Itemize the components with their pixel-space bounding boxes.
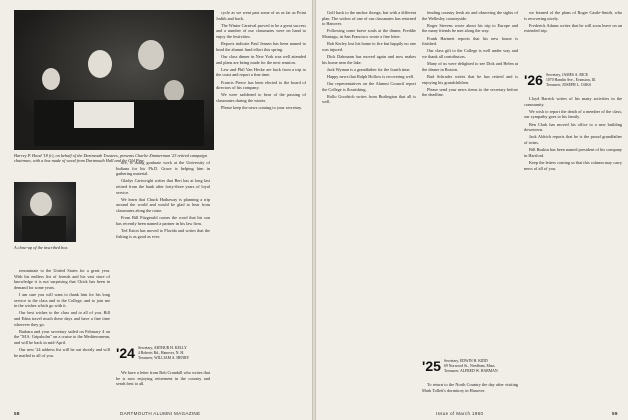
left-column-b2: We have a letter from Bob Crandall who writes that he is now enjoying retirement in the country and sends best to all. [116, 370, 210, 387]
right-running-title: Issue of March 1960 [436, 411, 484, 416]
bottom-photo [14, 182, 76, 242]
left-page-number: 58 [14, 411, 20, 416]
left-column-a: renominate to the United States for a great year. With his endless list of friends and his vast store of knowledge it is not surprising that Chick has been in demand for some years. I am sure you will want to thank him for his long service to the class and to the College, and to join me in the wishes which go with it. Our best wishes to the class and to all of you. Bill and Edna travel much these days and have a fine time wherever they go. Barbara and your secretary sailed on February 4 on the "M.S. Gripsholm" on a cruise to the Mediterranean, and will be back in mid-April. Our new '24 address list will be out shortly and will be mailed to all of you. [14, 268, 110, 358]
right-column-b2: To return to the North Country the day after visiting Mark Tollett's dormitory in Hanover. [422, 382, 518, 393]
top-photo [14, 10, 214, 150]
right-column-a: Golf back to the anchor thongs; but with a different plan. The widow of one of our classmates has returned to Hanover. Following some brave souls at the dinner, Freddie Montagu, in San Francisco wrote a fine letter. Bob Kerley lost his home to fire but happily no one was injured. Dick Dahmann has moved again and now makes his home near the lake. Jack Wyman is a grandfather for the fourth time. Happy news that Ralph Hollow is recovering well. Our representatives on the Alumni Council report the College is flourishing. Rollo Goodrich writes from Burlington that all is well. [322, 10, 416, 105]
left-running-title: DARTMOUTH ALUMNI MAGAZINE [120, 411, 201, 416]
right-page [316, 0, 628, 420]
class-26-heading: '26 [524, 72, 543, 88]
left-column-c: cycle as we went past some of us as far as Point Judith and back. The Winter Carnival proved to be a great success and a number of our classmates were on hand to enjoy the festivities. Reports indicate Paul Jensen has been named to head the alumni fund effort this spring. Our class dinner in New York was well attended and plans are being made for the next reunion. Lew and Phil Van Hecke are back from a trip to the coast and report a fine time. Francis Pierce has been elected to the board of directors of his company. We were saddened to hear of the passing of classmates during the winter. Please keep the news coming to your secretary. [216, 10, 306, 111]
right-column-c: Lloyd Barrick writes of his many activities in the community. We wish to report the death of a member of the class; our sympathy goes to his family. Ben Clark has moved his office to a new building downtown. Jack Aldrich reports that he is the proud grandfather of twins. Bill Ruskin has been named president of his company in Hartford. Keep the letters coming so that this column may carry news of all of you. [524, 96, 622, 171]
bottom-photo-caption: A close-up of the inscribed box. [14, 245, 69, 250]
top-photo-caption: Harvey P. Hood '18 (r), on behalf of the Dartmouth Trustees, presents Charlie Zimmerman '23 retired campaign chairman, with a box made of wood from Dartmouth Hall and the Old Pine. [14, 153, 207, 164]
left-column-b: tire, is doing graduate work at the University of Indiana for his Ph.D. Grace is helping him in gathering material. Gladys Cartwright writes that Bert has at long last retired from the bank after forty-three years of loyal service. We learn that Chuck Hathaway is planning a trip around the world and would be glad to hear from classmates along the route. From Bill Fitzgerald comes the word that his son has recently been named a partner in his law firm. Ted Eaton has moved to Florida and writes that the fishing is as good as ever. [116, 160, 210, 239]
right-column-c-top: we learned of the plans of Roger Castle-Smith, who is recovering nicely. Frederick Adams writes that he will soon leave on an extended trip. [524, 10, 622, 34]
class-26-meta: Secretary, JAMES A. RICE 1070 Hamlin Ave., Evanston, Ill. Treasurer, JOSEPH L. OAKS [546, 73, 596, 87]
class-24-heading: '24 [116, 345, 135, 361]
class-25-heading: '25 [422, 358, 441, 374]
right-column-b: fending country fresh air and observing the sights of the Wellesley countryside. Roger Stevens wrote about his trip to Europe and the many friends he met along the way. Frank Hartnett reports that his new house is finished. Our class gift to the College is well under way and we thank all contributors. Many of us were delighted to see Dick and Helen at the dinner in Boston. Bud Schrader writes that he has retired and is enjoying his grandchildren. Please send your news items to the secretary before the deadline. [422, 10, 518, 98]
class-24-meta: Secretary, ARTHUR H. KELLY 4 Roberts Rd., Hanover, N. H. Treasurer, WILLIAM A. HENRY [138, 346, 190, 360]
class-25-meta: Secretary, EDWIN H. KIDD 69 Norwood St., Needham, Mass. Treasurer, ALFRED W. HARMAN [444, 359, 498, 373]
right-page-number: 59 [612, 411, 618, 416]
left-page [0, 0, 312, 420]
